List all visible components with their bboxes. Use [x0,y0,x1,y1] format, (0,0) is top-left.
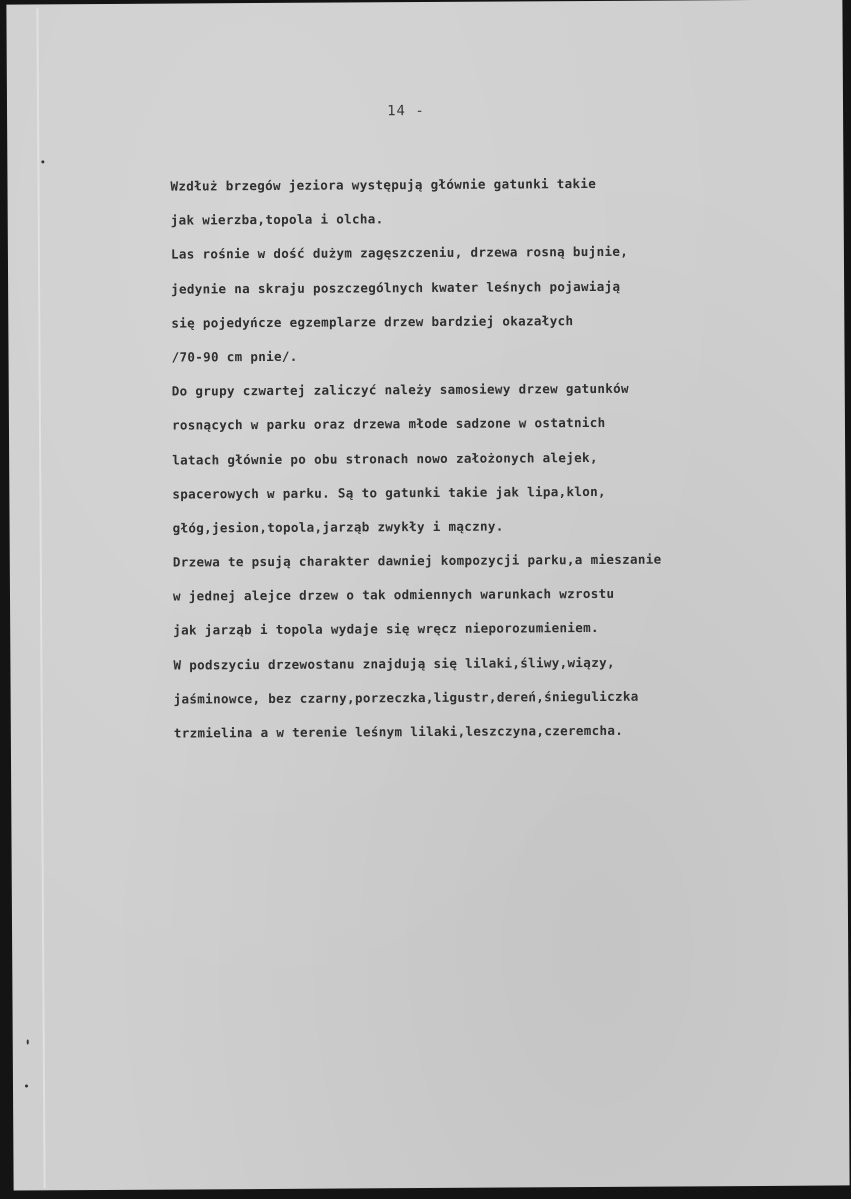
text-line: /70-90 cm pnie/. [171,348,298,365]
text-line: jak jarząb i topola wydaje się wręcz nieporozumieniem. [173,620,599,638]
text-line: Las rośnie w dość dużym zagęszczeniu, drzewa rosną bujnie, [170,244,629,262]
text-line: Do grupy czwartej zaliczyć należy samosiewy drzew gatunków [171,380,629,399]
text-line: głóg,jesion,topola,jarząb zwykły i mączny. [172,518,504,536]
text-line: rosnących w parku oraz drzewa młode sadzone w ostatnich [171,415,606,433]
paper-speck [41,160,44,163]
paper-speck [27,1039,29,1044]
text-line: W podszyciu drzewostanu znajdują się lilaki,śliwy,wiązy, [173,654,615,673]
paper-fold-edge [36,8,45,1188]
text-line: jak wierzba,topola i olcha. [170,211,384,228]
paper-sheet [6,0,849,1191]
text-line: spacerowych w parku. Są to gatunki takie jak lipa,klon, [172,483,606,502]
text-line: jedynie na skraju poszczególnych kwater leśnych pojawiają [171,278,621,297]
text-line: się pojedyńcze egzemplarze drzew bardziej okazałych [171,312,574,331]
text-line: Wzdłuż brzegów jeziora występują głównie gatunki takie [170,175,597,194]
text-line: w jednej alejce drzew o tak odmiennych warunkach wzrostu [172,586,615,604]
page-number: 14 - [386,103,425,120]
text-line: jaśminowce, bez czarny,porzeczka,ligustr,dereń,śnieguliczka [173,688,639,707]
paper-speck [25,1084,28,1087]
text-line: latach głównie po obu stronach nowo założonych alejek, [172,449,598,468]
text-line: Drzewa te psują charakter dawniej kompozycji parku,a mieszanie [172,551,662,570]
text-line: trzmielina a w terenie leśnym lilaki,leszczyna,czeremcha. [173,722,624,741]
typed-body-text [170,165,844,750]
